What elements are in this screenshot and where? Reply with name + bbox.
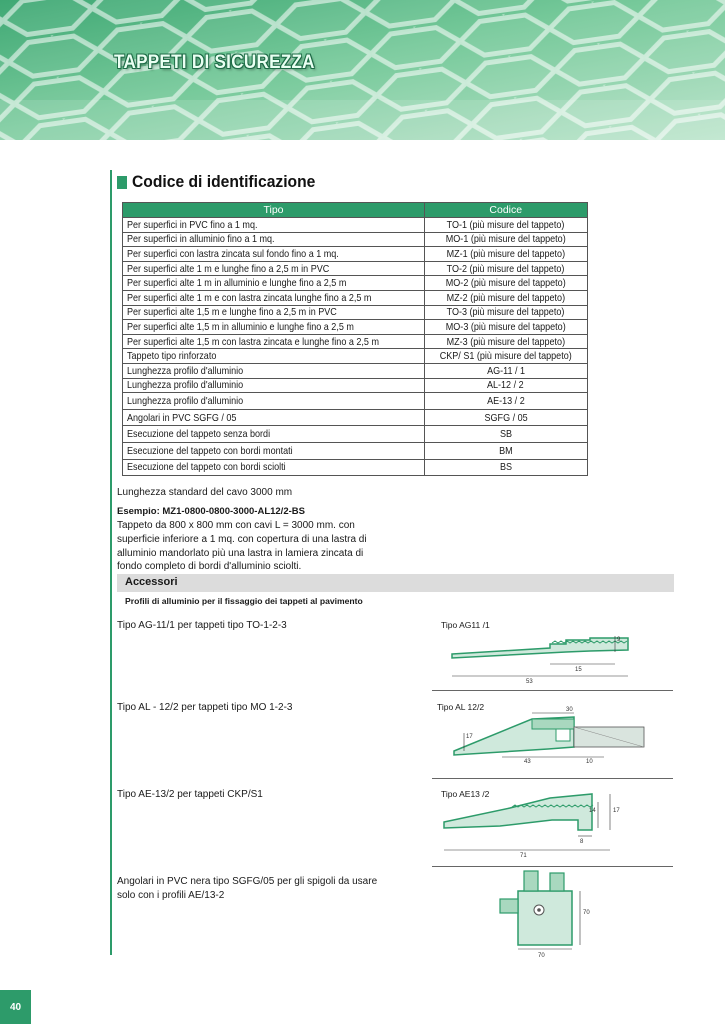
- table-row: [123, 232, 588, 247]
- cell-codice: SGFG / 05: [484, 411, 528, 424]
- table-row: [123, 409, 588, 426]
- separator: [432, 690, 673, 691]
- table-row: [123, 305, 588, 320]
- cell-tipo: Esecuzione del tappeto con bordi sciolti: [127, 461, 286, 474]
- cell-codice: MO-2 (più misure del tappeto): [445, 277, 566, 290]
- page-number: 40: [0, 990, 31, 1024]
- cell-codice: TO-3 (più misure del tappeto): [446, 306, 565, 319]
- table-row: [123, 426, 588, 443]
- cell-codice: BM: [498, 444, 513, 457]
- table-row: [123, 459, 588, 476]
- cell-codice: TO-2 (più misure del tappeto): [446, 262, 565, 275]
- cell-tipo: Per superfici in alluminio fino a 1 mq.: [127, 233, 275, 246]
- dim-17: 17: [466, 734, 473, 740]
- cell-codice: MZ-3 (più misure del tappeto): [446, 335, 565, 348]
- table-row: [123, 334, 588, 349]
- cell-tipo: Lunghezza profilo d'alluminio: [127, 364, 244, 377]
- column-header-tipo: Tipo: [123, 203, 425, 218]
- cell-codice: TO-1 (più misure del tappeto): [446, 218, 565, 231]
- table-row: [123, 378, 588, 393]
- table-row: [123, 349, 588, 364]
- separator: [432, 778, 673, 779]
- dim-9: 9: [617, 637, 621, 643]
- cell-codice: MZ-1 (più misure del tappeto): [446, 247, 565, 260]
- table-row: [123, 442, 588, 459]
- cell-tipo: Per superfici alte 1,5 m in alluminio e lunghe fino a 2,5 m: [127, 320, 354, 333]
- dim-53: 53: [526, 679, 533, 685]
- cell-codice: BS: [499, 461, 512, 474]
- table-row: [123, 247, 588, 262]
- mesh-background: [0, 0, 725, 140]
- dim-14: 14: [589, 808, 596, 814]
- example-body: Tappeto da 800 x 800 mm con cavi L = 3000 mm. con superficie inferiore a 1 mq. con copertura di una lastra di alluminio mandorlato più una lastra in lamiera zincata di fondo completo di bordi d'alluminio sciolti.: [117, 520, 367, 573]
- section-marker: [117, 176, 127, 189]
- profile-ag11-drawing: [440, 624, 640, 686]
- dim-10: 10: [586, 759, 593, 765]
- table-row: [123, 363, 588, 378]
- table-row: [123, 393, 588, 410]
- cell-tipo: Per superfici alte 1,5 m con lastra zincata e lunghe fino a 2,5 m: [127, 335, 379, 348]
- left-rule: [110, 170, 112, 955]
- cell-tipo: Per superfici alte 1 m e con lastra zincata lunghe fino a 2,5 m: [127, 291, 372, 304]
- dim-15: 15: [575, 667, 582, 673]
- accessory-ae13-label: Tipo AE13 /2: [441, 789, 490, 799]
- accessory-al12-text: Tipo AL - 12/2 per tappeti tipo MO 1-2-3: [117, 702, 293, 713]
- dim-30: 30: [566, 707, 573, 713]
- cell-codice: MO-3 (più misure del tappeto): [445, 320, 566, 333]
- accessory-sgfg05-text: Angolari in PVC nera tipo SGFG/05 per gli spigoli da usare solo con i profili AE/13-2: [117, 876, 378, 901]
- cell-tipo: Esecuzione del tappeto senza bordi: [127, 428, 271, 441]
- table-row: [123, 290, 588, 305]
- cell-tipo: Per superfici con lastra zincata sul fondo fino a 1 mq.: [127, 247, 339, 260]
- cell-codice: SB: [499, 428, 512, 441]
- profile-ae13-drawing: [440, 790, 640, 860]
- profile-al12-drawing: [452, 705, 657, 767]
- column-header-codice: Codice: [425, 203, 588, 218]
- dim-70-height: 70: [583, 910, 590, 916]
- cell-codice: CKP/ S1 (più misure del tappeto): [439, 350, 572, 363]
- table-row: [123, 320, 588, 335]
- accessory-ae13-text: Tipo AE-13/2 per tappeti CKP/S1: [117, 789, 263, 800]
- cell-tipo: Tappeto tipo rinforzato: [127, 350, 217, 363]
- accessory-al12-label: Tipo AL 12/2: [437, 702, 485, 712]
- dim-71: 71: [520, 853, 527, 859]
- cell-tipo: Lunghezza profilo d'alluminio: [127, 379, 244, 392]
- cell-codice: MO-1 (più misure del tappeto): [445, 233, 566, 246]
- table-row: [123, 276, 588, 291]
- dim-8: 8: [580, 839, 584, 845]
- accessories-title: Accessori: [125, 576, 178, 588]
- cell-tipo: Per superfici alte 1 m in alluminio e lunghe fino a 2,5 m: [127, 277, 347, 290]
- cell-codice: MZ-2 (più misure del tappeto): [446, 291, 565, 304]
- cell-tipo: Lunghezza profilo d'alluminio: [127, 394, 244, 407]
- section-title: Codice di identificazione: [132, 172, 316, 191]
- dim-17: 17: [613, 808, 620, 814]
- accessories-subtitle: Profili di alluminio per il fissaggio dei tappeti al pavimento: [125, 596, 363, 606]
- cell-tipo: Esecuzione del tappeto con bordi montati: [127, 444, 293, 457]
- page-title: TAPPETI DI SICUREZZA: [114, 52, 315, 73]
- accessory-ag11-label: Tipo AG11 /1: [441, 620, 490, 630]
- cell-codice: AE-13 / 2: [486, 394, 525, 407]
- codes-table: [122, 202, 588, 476]
- section-heading: [117, 172, 331, 192]
- header-banner: [0, 0, 725, 140]
- cell-codice: AL-12 / 2: [487, 379, 525, 392]
- table-row: [123, 218, 588, 233]
- accessory-ag11-text: Tipo AG-11/1 per tappeti tipo TO-1-2-3: [117, 620, 287, 631]
- example-title: Esempio: MZ1-0800-0800-3000-AL12/2-BS: [117, 506, 305, 517]
- dim-43: 43: [524, 759, 531, 765]
- accessories-bar: [117, 574, 674, 592]
- table-header-row: [123, 203, 588, 218]
- dim-70-width: 70: [538, 953, 545, 959]
- cell-tipo: Per superfici alte 1,5 m e lunghe fino a 2,5 m in PVC: [127, 306, 337, 319]
- cell-tipo: Angolari in PVC SGFG / 05: [127, 411, 237, 424]
- cell-tipo: Per superfici alte 1 m e lunghe fino a 2,5 m in PVC: [127, 262, 330, 275]
- table-row: [123, 261, 588, 276]
- cell-codice: AG-11 / 1: [486, 364, 525, 377]
- corner-sgfg05-drawing: [494, 867, 614, 962]
- cable-length-note: Lunghezza standard del cavo 3000 mm: [117, 487, 293, 498]
- cell-tipo: Per superfici in PVC fino a 1 mq.: [127, 218, 258, 231]
